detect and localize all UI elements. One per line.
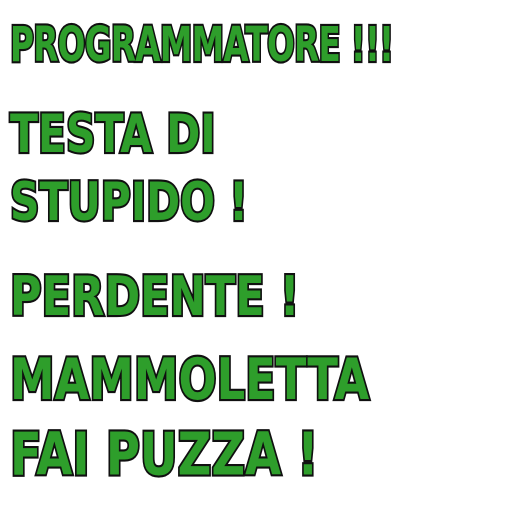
text-line-fai-puzza: FAI PUZZA ! (10, 420, 319, 489)
text-line-programmatore: PROGRAMMATORE !!! (10, 15, 394, 73)
text-line-perdente: PERDENTE ! (10, 265, 300, 329)
text-line-testa-di: TESTA DI (10, 103, 216, 165)
text-line-mammoletta: MAMMOLETTA (10, 346, 370, 413)
text-line-stupido: STUPIDO ! (10, 171, 248, 233)
